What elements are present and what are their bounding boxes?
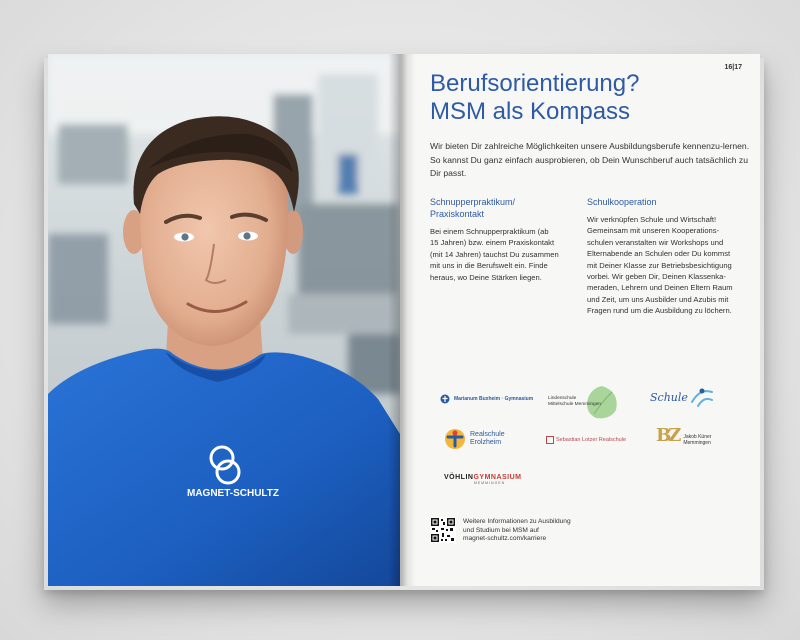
logo-schule-legau — [650, 386, 714, 408]
logo-sebastian-lotzer — [546, 436, 626, 444]
praktikum-heading: Schnupperpraktikum/ Praxiskontakt — [430, 197, 516, 219]
portrait-photo — [48, 54, 400, 586]
title-line-1: Berufsorientierung? — [430, 70, 640, 97]
marianum-text: Marianum Buxheim · Gymnasium — [454, 396, 534, 402]
right-page — [400, 54, 760, 586]
lindenschule-text: Lindenschule Mittelschule Memmingen — [548, 396, 602, 407]
column-praktikum — [430, 196, 580, 283]
qr-code[interactable] — [430, 517, 456, 543]
realschule-figure-icon — [444, 428, 466, 450]
left-page-photo — [48, 54, 400, 586]
page-title — [430, 70, 730, 126]
schulkooperation-heading: Schulkooperation — [587, 197, 657, 207]
logo-jakob-kuener — [656, 424, 711, 446]
page-number: 16|17 — [724, 64, 742, 71]
schulkooperation-body: Wir verknüpfen Schule und Wirtschaft! Gemeinsam mit unseren Kooperations- schulen veranstalten wir Workshops und Elternabende an Schulen oder Du kommst mit Deiner Klasse zur Betriebsbesichtigung vorbei. Wir geben Dir, Deinen Klassenka- meraden, Lehrern und Deinen Eltern Raum und Zeit, um uns Ausbilder und Azubis mit Fragen rund um die Ausbildung zu löchern. — [587, 215, 733, 316]
memmingen-text: MEMMINGEN — [474, 481, 506, 485]
jakob-letters: BZ — [656, 424, 679, 446]
logo-lindenschule — [548, 384, 628, 422]
shirt-logo-text: MAGNET-SCHULTZ — [186, 488, 280, 499]
gymnasium-text: GYMNASIUM — [473, 474, 522, 481]
column-schulkooperation — [587, 196, 747, 317]
praktikum-body: Bei einem Schnupperpraktikum (ab 15 Jahren) bzw. einem Praxiskontakt (mit 14 Jahren) tauchst Du zusammen mit uns in die Berufswelt ein. Finde heraus, wo Deine Stärken liegen. — [430, 227, 559, 282]
sebastian-text: Sebastian Lotzer Realschule — [556, 437, 627, 443]
schule-logo-text: Schule — [650, 390, 688, 404]
jakob-text: Jakob Küner Memmingen — [683, 434, 712, 446]
vohlin-text: VÖHLIN — [444, 474, 474, 481]
logo-vohlin-gymnasium — [444, 474, 522, 485]
marianum-crest-icon — [440, 394, 450, 404]
sebastian-mark-icon — [546, 436, 554, 444]
legau-figure-icon — [688, 386, 714, 408]
logo-realschule-erolzheim — [444, 428, 505, 450]
title-line-2: MSM als Kompass — [430, 98, 631, 125]
intro-text: Wir bieten Dir zahlreiche Möglichkeiten unsere Ausbildungsberufe kennenzu-lernen. So kannst Du ganz einfach ausprobieren, ob Dein Wunschberuf auch tatsächlich zu Dir passt. — [430, 141, 750, 178]
logo-marianum — [440, 394, 533, 404]
qr-info-text: Weitere Informationen zu Ausbildung und Studium bei MSM auf magnet-schultz.com/karriere — [463, 518, 571, 543]
realschule-text: Realschule Erolzheim — [470, 431, 505, 446]
